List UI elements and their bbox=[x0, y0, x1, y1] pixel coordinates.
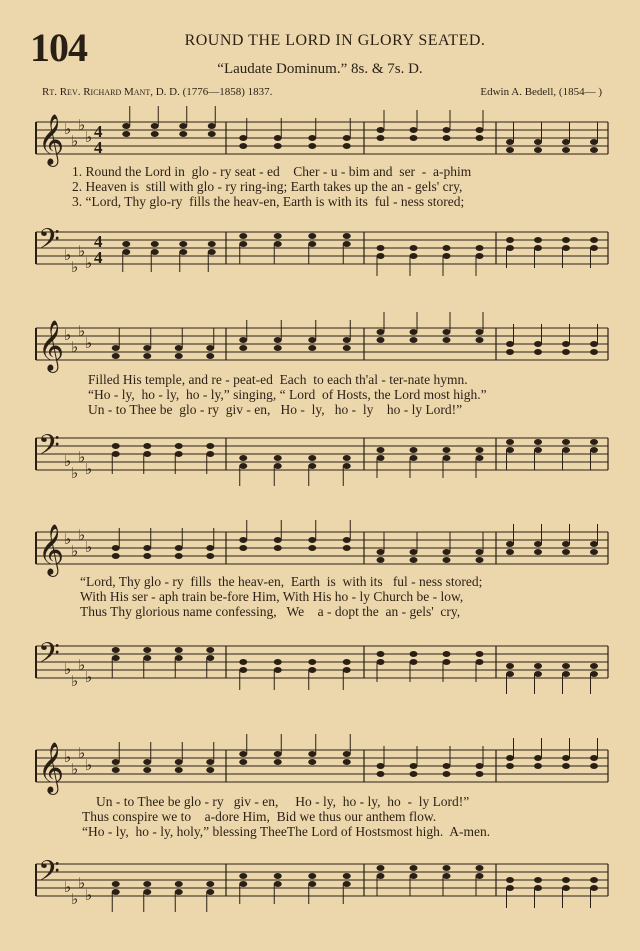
svg-text:♭: ♭ bbox=[85, 334, 93, 352]
svg-text:♭: ♭ bbox=[78, 656, 86, 674]
svg-text:♭: ♭ bbox=[71, 890, 79, 908]
lyric-line: Un - to Thee be glo - ry giv - en, Ho - ly, ho - ly, ho - ly Lord!” bbox=[96, 794, 470, 809]
svg-text:𝄢: 𝄢 bbox=[38, 223, 60, 263]
svg-text:𝄞: 𝄞 bbox=[38, 320, 65, 371]
svg-text:♭: ♭ bbox=[78, 526, 86, 544]
treble-staff-system-4 bbox=[0, 742, 640, 793]
lyric-line: “Lord, Thy glo - ry fills the heav-en, Earth is with its ful - ness stored; bbox=[80, 574, 483, 589]
bass-staff-system-2 bbox=[0, 429, 640, 482]
svg-text:♭: ♭ bbox=[78, 744, 86, 762]
hymn-title: ROUND THE LORD IN GLORY SEATED. bbox=[184, 32, 486, 49]
svg-text:𝄞: 𝄞 bbox=[38, 524, 65, 575]
svg-text:♭: ♭ bbox=[64, 246, 72, 264]
svg-text:4: 4 bbox=[94, 232, 103, 251]
lyric-line: Un - to Thee be glo - ry giv - en, Ho - ly, ho - ly ho - ly Lord!” bbox=[88, 402, 463, 417]
svg-text:4: 4 bbox=[94, 138, 103, 157]
svg-text:♭: ♭ bbox=[64, 452, 72, 470]
lyric-line: Thus Thy glorious name confessing, We a - dopt the an - gels' cry, bbox=[80, 604, 461, 619]
svg-text:♭: ♭ bbox=[71, 760, 79, 778]
svg-text:♭: ♭ bbox=[78, 874, 86, 892]
svg-text:𝄞: 𝄞 bbox=[38, 742, 65, 793]
author-credit: Rt. Rev. Richard Mant, D. D. (1776—1858) 1837. bbox=[42, 86, 273, 98]
svg-text:♭: ♭ bbox=[85, 886, 93, 904]
lyric-line: “Ho - ly, ho - ly, ho - ly,” singing, “ Lord of Hosts, the Lord most high.” bbox=[88, 387, 487, 402]
svg-text:♭: ♭ bbox=[78, 322, 86, 340]
svg-text:♭: ♭ bbox=[64, 748, 72, 766]
svg-text:♭: ♭ bbox=[71, 258, 79, 276]
lyric-line: 3. “Lord, Thy glo-ry fills the heav-en, Earth is with its ful - ness stored; bbox=[72, 194, 465, 209]
svg-text:4: 4 bbox=[94, 122, 103, 141]
lyric-line: 2. Heaven is still with glo - ry ring-ing; Earth takes up the an - gels' cry, bbox=[72, 179, 463, 194]
treble-staff-system-1 bbox=[0, 114, 640, 165]
svg-text:𝄞: 𝄞 bbox=[38, 114, 65, 165]
composer-credit: Edwin A. Bedell, (1854— ) bbox=[480, 86, 602, 98]
lyric-line: 1. Round the Lord in glo - ry seat - ed Cher - u - bim and ser - a-phim bbox=[72, 164, 472, 179]
svg-text:♭: ♭ bbox=[85, 668, 93, 686]
svg-text:♭: ♭ bbox=[85, 756, 93, 774]
svg-text:♭: ♭ bbox=[78, 242, 86, 260]
svg-text:♭: ♭ bbox=[71, 338, 79, 356]
bass-staff-system-1 bbox=[0, 223, 640, 276]
svg-text:♭: ♭ bbox=[85, 128, 93, 146]
svg-text:𝄢: 𝄢 bbox=[38, 855, 60, 895]
bass-staff-system-4 bbox=[0, 855, 640, 908]
svg-text:♭: ♭ bbox=[64, 326, 72, 344]
lyric-line: Thus conspire we to a-dore Him, Bid we thus our anthem flow. bbox=[82, 809, 437, 824]
tune-name-meter: “Laudate Dominum.” 8s. & 7s. D. bbox=[217, 61, 423, 77]
svg-text:♭: ♭ bbox=[71, 464, 79, 482]
svg-text:♭: ♭ bbox=[85, 460, 93, 478]
hymn-number: 104 bbox=[30, 25, 87, 70]
treble-staff-system-2 bbox=[0, 320, 640, 371]
svg-text:♭: ♭ bbox=[71, 132, 79, 150]
svg-text:𝄢: 𝄢 bbox=[38, 637, 60, 677]
lyric-line: With His ser - aph train be-fore Him, With His ho - ly Church be - low, bbox=[80, 589, 464, 604]
lyric-line: Filled His temple, and re - peat-ed Each to each th'al - ter-nate hymn. bbox=[88, 372, 468, 387]
svg-text:4: 4 bbox=[94, 248, 103, 267]
svg-text:♭: ♭ bbox=[78, 448, 86, 466]
svg-text:♭: ♭ bbox=[64, 530, 72, 548]
bass-staff-system-3 bbox=[0, 637, 640, 690]
svg-text:♭: ♭ bbox=[78, 116, 86, 134]
svg-text:♭: ♭ bbox=[64, 120, 72, 138]
treble-staff-system-3 bbox=[0, 524, 640, 575]
svg-text:𝄢: 𝄢 bbox=[38, 429, 60, 469]
svg-text:♭: ♭ bbox=[85, 538, 93, 556]
svg-text:♭: ♭ bbox=[71, 672, 79, 690]
svg-text:♭: ♭ bbox=[64, 660, 72, 678]
svg-text:♭: ♭ bbox=[71, 542, 79, 560]
lyric-line: “Ho - ly, ho - ly, holy,” blessing TheeThe Lord of Hostsmost high. A-men. bbox=[82, 824, 491, 839]
svg-text:♭: ♭ bbox=[85, 254, 93, 272]
svg-text:♭: ♭ bbox=[64, 878, 72, 896]
